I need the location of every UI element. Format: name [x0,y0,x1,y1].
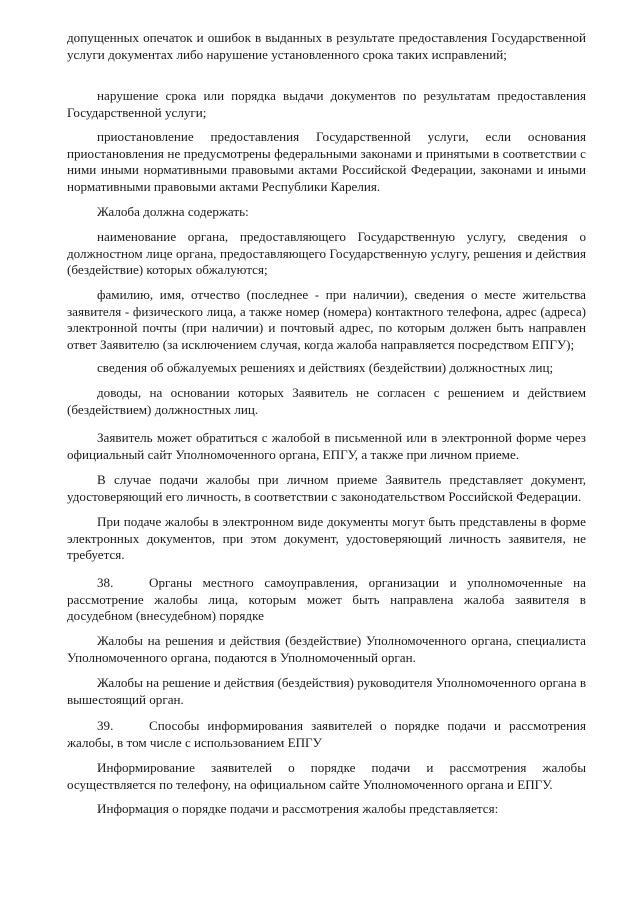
section-38-number: 38. [97,575,114,590]
paragraph-typos-violation: допущенных опечаток и ошибок в выданных в результате предоставления Государственной услуги документах либо нарушение установленного срока таких исправлений; [67,30,586,62]
paragraph-complaint-must-contain: Жалоба должна содержать: [97,204,249,219]
paragraph-applicant-details: фамилию, имя, отчество (последнее - при наличии), сведения о месте жительства заявителя - физического лица, а также номер (номера) контактного телефона, адрес (адреса) электронной почты (при наличии) и почтовый адрес, по которым должен быть направлен ответ Заявителю (за исключением случая, когда жалоба направляется посредством ЕПГУ); [67,287,586,352]
paragraph-appealed-decisions: сведения об обжалуемых решениях и действиях (бездействии) должностных лиц; [97,360,554,375]
section-38-title: Органы местного самоуправления, организации и уполномоченные на рассмотрение жалобы лица, которым может быть направлена жалоба заявителя в досудебном (внесудебном) порядке [67,575,586,623]
paragraph-complaints-to-authority: Жалобы на решения и действия (бездействие) Уполномоченного органа, специалиста Уполномоченного органа, подаются в Уполномоченный орган. [67,633,586,665]
paragraph-personal-reception: В случае подачи жалобы при личном приеме Заявитель представляет документ, удостоверяющий его личность, в соответствии с законодательством Российской Федерации. [67,472,586,504]
paragraph-information-provided: Информация о порядке подачи и рассмотрения жалобы представляется: [97,801,499,816]
section-39-heading [67,718,586,751]
section-38-heading [67,575,586,625]
section-39-title: Способы информирования заявителей о порядке подачи и рассмотрения жалобы, в том числе с использованием ЕПГУ [67,718,586,750]
paragraph-arguments: доводы, на основании которых Заявитель не согласен с решением и действием (бездействием) должностных лиц. [67,385,586,417]
paragraph-complaints-to-higher-authority: Жалобы на решение и действия (бездействия) руководителя Уполномоченного органа в вышестоящий орган. [67,675,586,707]
paragraph-electronic-filing: При подаче жалобы в электронном виде документы могут быть представлены в форме электронных документов, при этом документ, удостоверяющий личность заявителя, не требуется. [67,514,586,562]
paragraph-authority-name: наименование органа, предоставляющего Государственную услугу, сведения о должностном лице органа, предоставляющего Государственную услугу, решения и действия (бездействие) которых обжалуются; [67,229,586,277]
paragraph-informing-methods: Информирование заявителей о порядке подачи и рассмотрения жалобы осуществляется по телефону, на официальном сайте Уполномоченного органа и ЕПГУ. [67,760,586,792]
paragraph-filing-methods: Заявитель может обратиться с жалобой в письменной или в электронной форме через официальный сайт Уполномоченного органа, ЕПГУ, а также при личном приеме. [67,430,586,462]
paragraph-deadline-violation: нарушение срока или порядка выдачи документов по результатам предоставления Государственной услуги; [67,88,586,120]
paragraph-suspension: приостановление предоставления Государственной услуги, если основания приостановления не предусмотрены федеральными законами и принятыми в соответствии с ними иными нормативными правовыми актами Российской Федерации, законами и иными нормативными правовыми актами Республики Карелия. [67,129,586,194]
section-39-number: 39. [97,718,114,733]
